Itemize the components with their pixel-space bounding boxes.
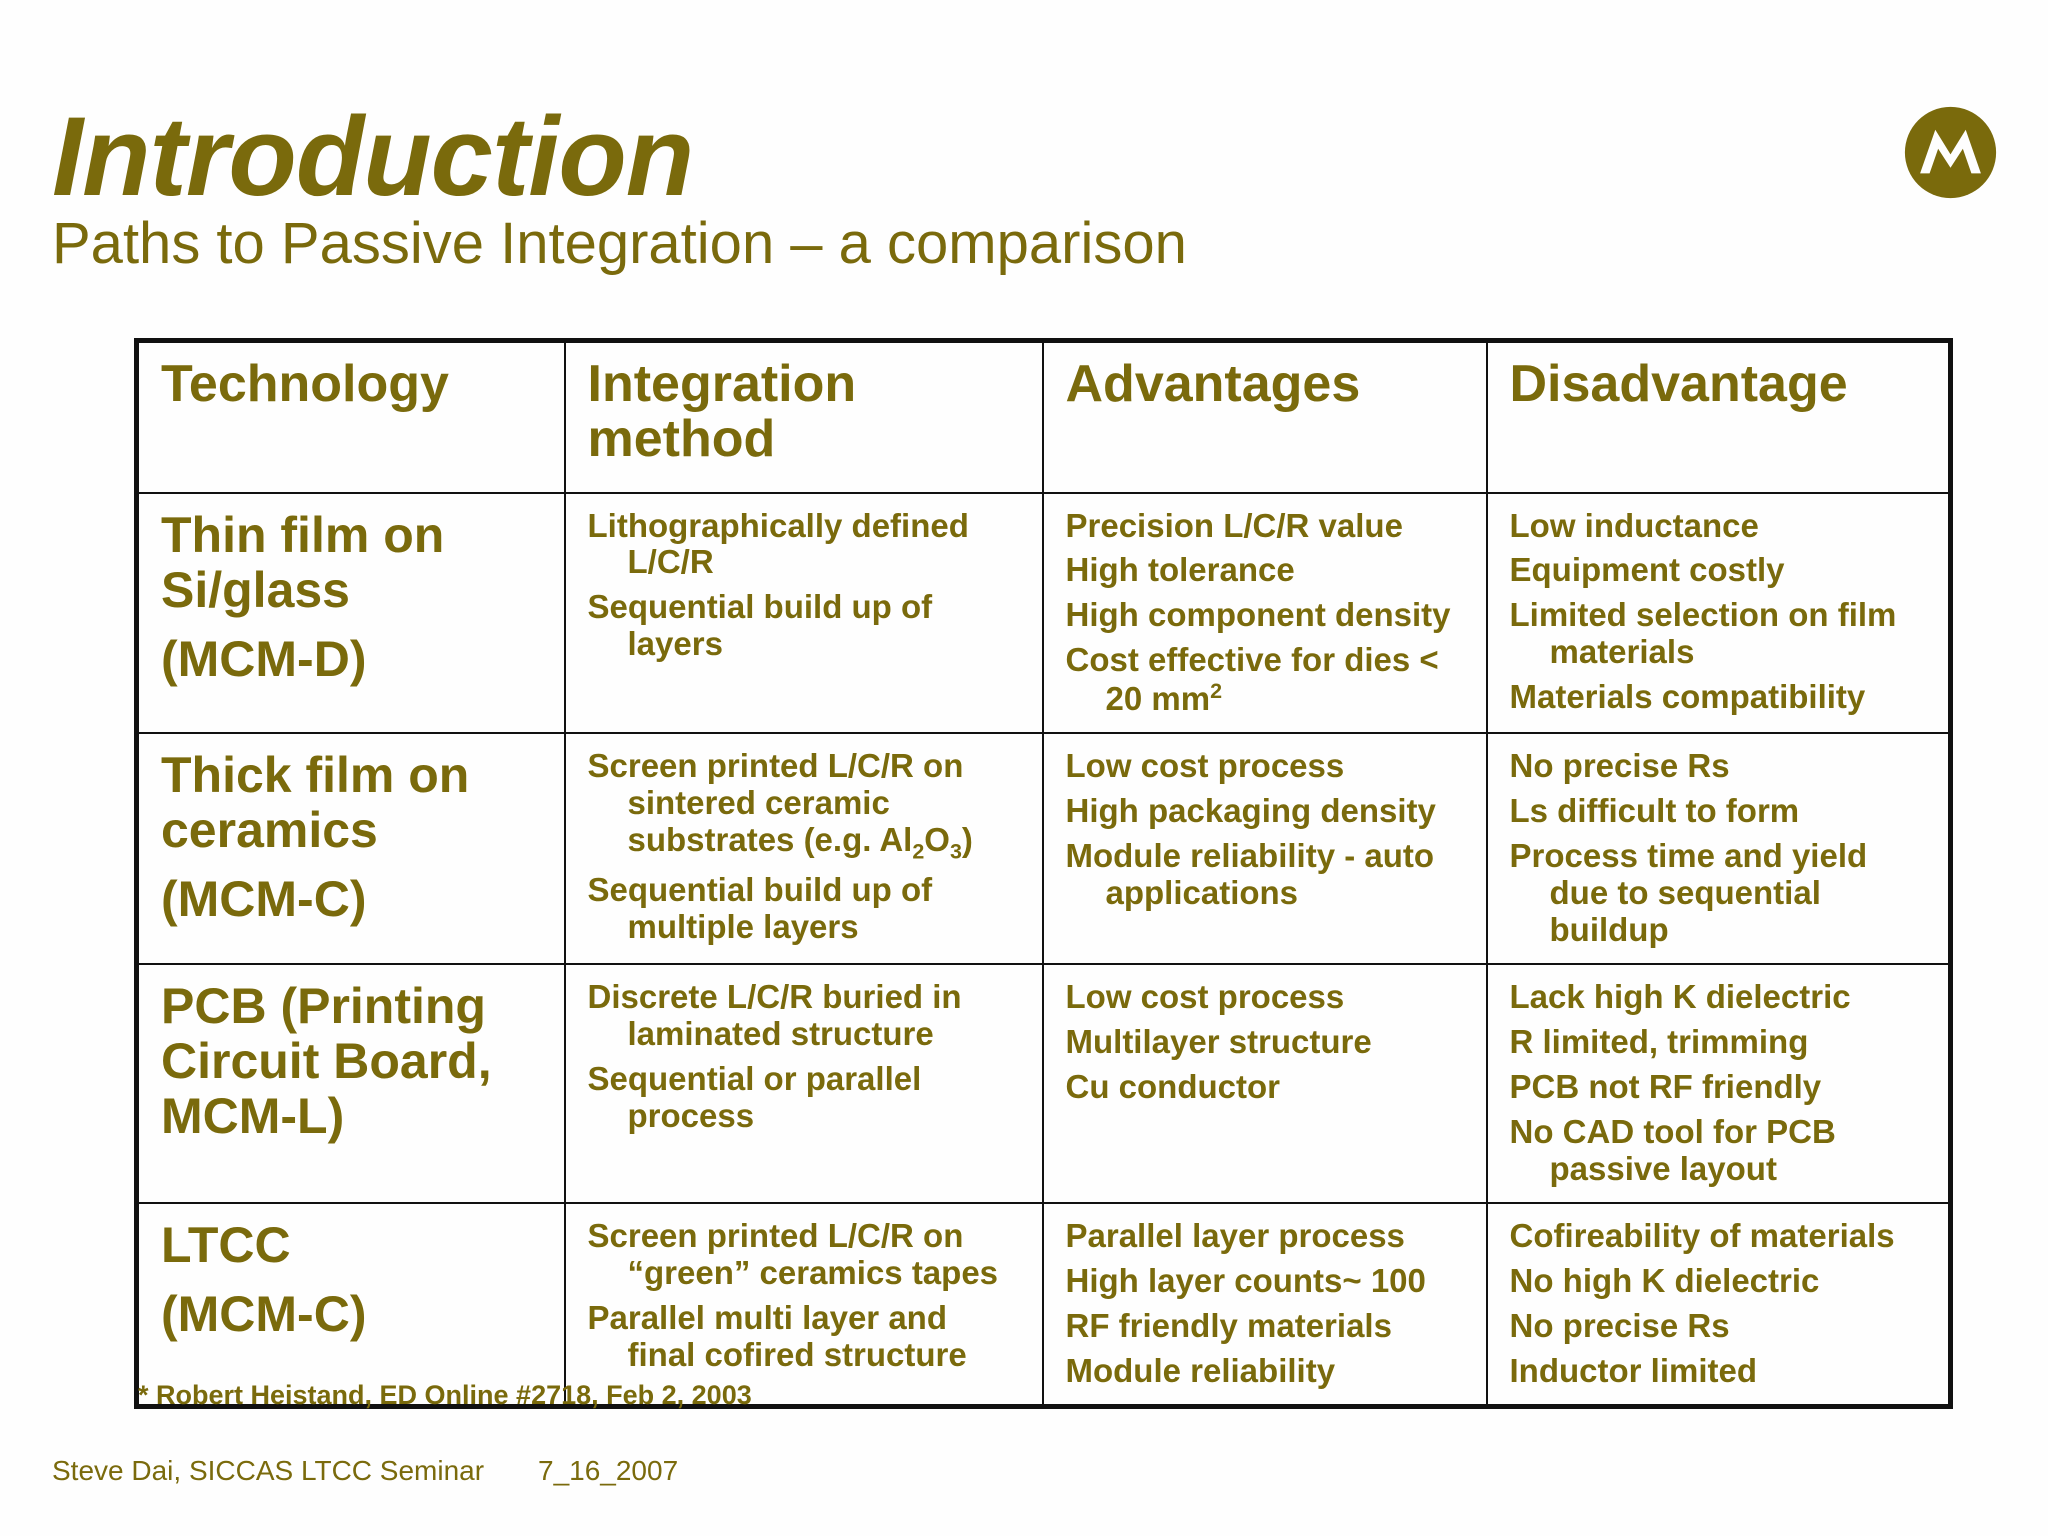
footer-author: Steve Dai, SICCAS LTCC Seminar <box>52 1455 485 1486</box>
list-item: Module reliability <box>1065 1351 1336 1389</box>
list-item: Inductor limited <box>1509 1351 1757 1389</box>
comparison-table <box>134 338 1953 1409</box>
footnote: * Robert Heistand, ED Online #2718, Feb 2, 2003 <box>138 1380 752 1410</box>
list-item: Precision L/C/R value <box>1065 506 1403 544</box>
motorola-logo-icon <box>1903 105 1998 200</box>
method-cell <box>565 733 1043 964</box>
list-item: Materials compatibility <box>1509 678 1866 716</box>
list-item: No CAD tool for PCB passive layout <box>1509 1112 1836 1187</box>
header-advantages: Advantages <box>1043 341 1487 493</box>
list-item-text: Cost effective for dies < 20 mm <box>1065 641 1439 718</box>
technology-code: (MCM-D) <box>161 630 367 687</box>
superscript: 2 <box>1210 679 1222 704</box>
disadvantages-cell <box>1487 1203 1951 1406</box>
list-item: High packaging density <box>1065 792 1436 830</box>
list-item: Parallel multi layer and final cofired structure <box>587 1298 967 1373</box>
list-item: Low cost process <box>1065 747 1345 785</box>
advantages-cell <box>1043 493 1487 734</box>
list-item: Process time and yield due to sequential buildup <box>1509 837 1868 949</box>
header-technology: Technology <box>137 341 565 493</box>
list-item: Sequential or parallel process <box>587 1059 922 1134</box>
advantages-cell <box>1043 1203 1487 1406</box>
list-item: Low cost process <box>1065 978 1345 1016</box>
list-item: Cu conductor <box>1065 1067 1280 1105</box>
method-cell <box>565 1203 1043 1406</box>
method-cell <box>565 964 1043 1203</box>
list-item: High layer counts~ 100 <box>1065 1261 1426 1299</box>
slide-subtitle: Paths to Passive Integration – a comparison <box>52 211 1187 276</box>
table-row <box>137 1203 1951 1406</box>
list-item: Ls difficult to form <box>1509 792 1800 830</box>
technology-cell <box>137 1203 565 1406</box>
list-item: R limited, trimming <box>1509 1022 1809 1060</box>
list-item: Sequential build up of layers <box>587 588 933 663</box>
technology-cell <box>137 964 565 1203</box>
technology-code: (MCM-C) <box>161 1285 367 1342</box>
list-item: High tolerance <box>1065 551 1295 589</box>
list-item: Limited selection on film materials <box>1509 596 1897 671</box>
list-item-text: ) <box>961 821 973 859</box>
subscript: 2 <box>912 839 925 864</box>
table-row <box>137 493 1951 734</box>
list-item: Equipment costly <box>1509 551 1785 589</box>
list-item: No high K dielectric <box>1509 1261 1820 1299</box>
table-row <box>137 964 1951 1203</box>
list-item: High component density <box>1065 596 1451 634</box>
technology-name: Thick film on ceramics <box>161 747 470 859</box>
method-cell <box>565 493 1043 734</box>
list-item: Lithographically defined L/C/R <box>587 506 969 581</box>
header-integration-method: Integration method <box>565 341 1043 493</box>
list-item <box>1066 642 1468 718</box>
list-item: No precise Rs <box>1509 1306 1730 1344</box>
disadvantages-cell <box>1487 493 1951 734</box>
list-item: Screen printed L/C/R on “green” ceramics tapes <box>587 1216 999 1291</box>
list-item: Discrete L/C/R buried in laminated structure <box>587 978 962 1052</box>
list-item: Parallel layer process <box>1065 1216 1405 1254</box>
disadvantages-cell <box>1487 964 1951 1203</box>
header-disadvantage: Disadvantage <box>1487 341 1951 493</box>
technology-name: Thin film on Si/glass <box>161 506 445 618</box>
list-item: Cofireability of materials <box>1509 1216 1895 1254</box>
footer-date: 7_16_2007 <box>538 1455 679 1486</box>
list-item: Lack high K dielectric <box>1509 978 1851 1016</box>
list-item: RF friendly materials <box>1065 1306 1392 1344</box>
list-item: Module reliability - auto applications <box>1065 837 1435 912</box>
list-item: Multilayer structure <box>1065 1022 1372 1060</box>
list-item: PCB not RF friendly <box>1509 1067 1822 1105</box>
technology-name: LTCC <box>161 1216 291 1273</box>
table-row <box>137 733 1951 964</box>
technology-code: (MCM-C) <box>161 871 367 928</box>
slide-title: Introduction <box>52 94 694 219</box>
list-item-text: O <box>924 821 950 859</box>
technology-cell <box>137 493 565 734</box>
disadvantages-cell <box>1487 733 1951 964</box>
list-item-text: Screen printed L/C/R on sintered ceramic substrates (e.g. Al <box>587 747 964 859</box>
advantages-cell <box>1043 733 1487 964</box>
technology-cell <box>137 733 565 964</box>
list-item: Low inductance <box>1509 506 1759 544</box>
table-header-row <box>137 341 1951 493</box>
subscript: 3 <box>949 839 962 864</box>
technology-name: PCB (Printing Circuit Board, MCM-L) <box>161 978 492 1145</box>
list-item: Sequential build up of multiple layers <box>587 870 933 945</box>
list-item <box>588 748 1024 864</box>
list-item: No precise Rs <box>1509 747 1730 785</box>
advantages-cell <box>1043 964 1487 1203</box>
